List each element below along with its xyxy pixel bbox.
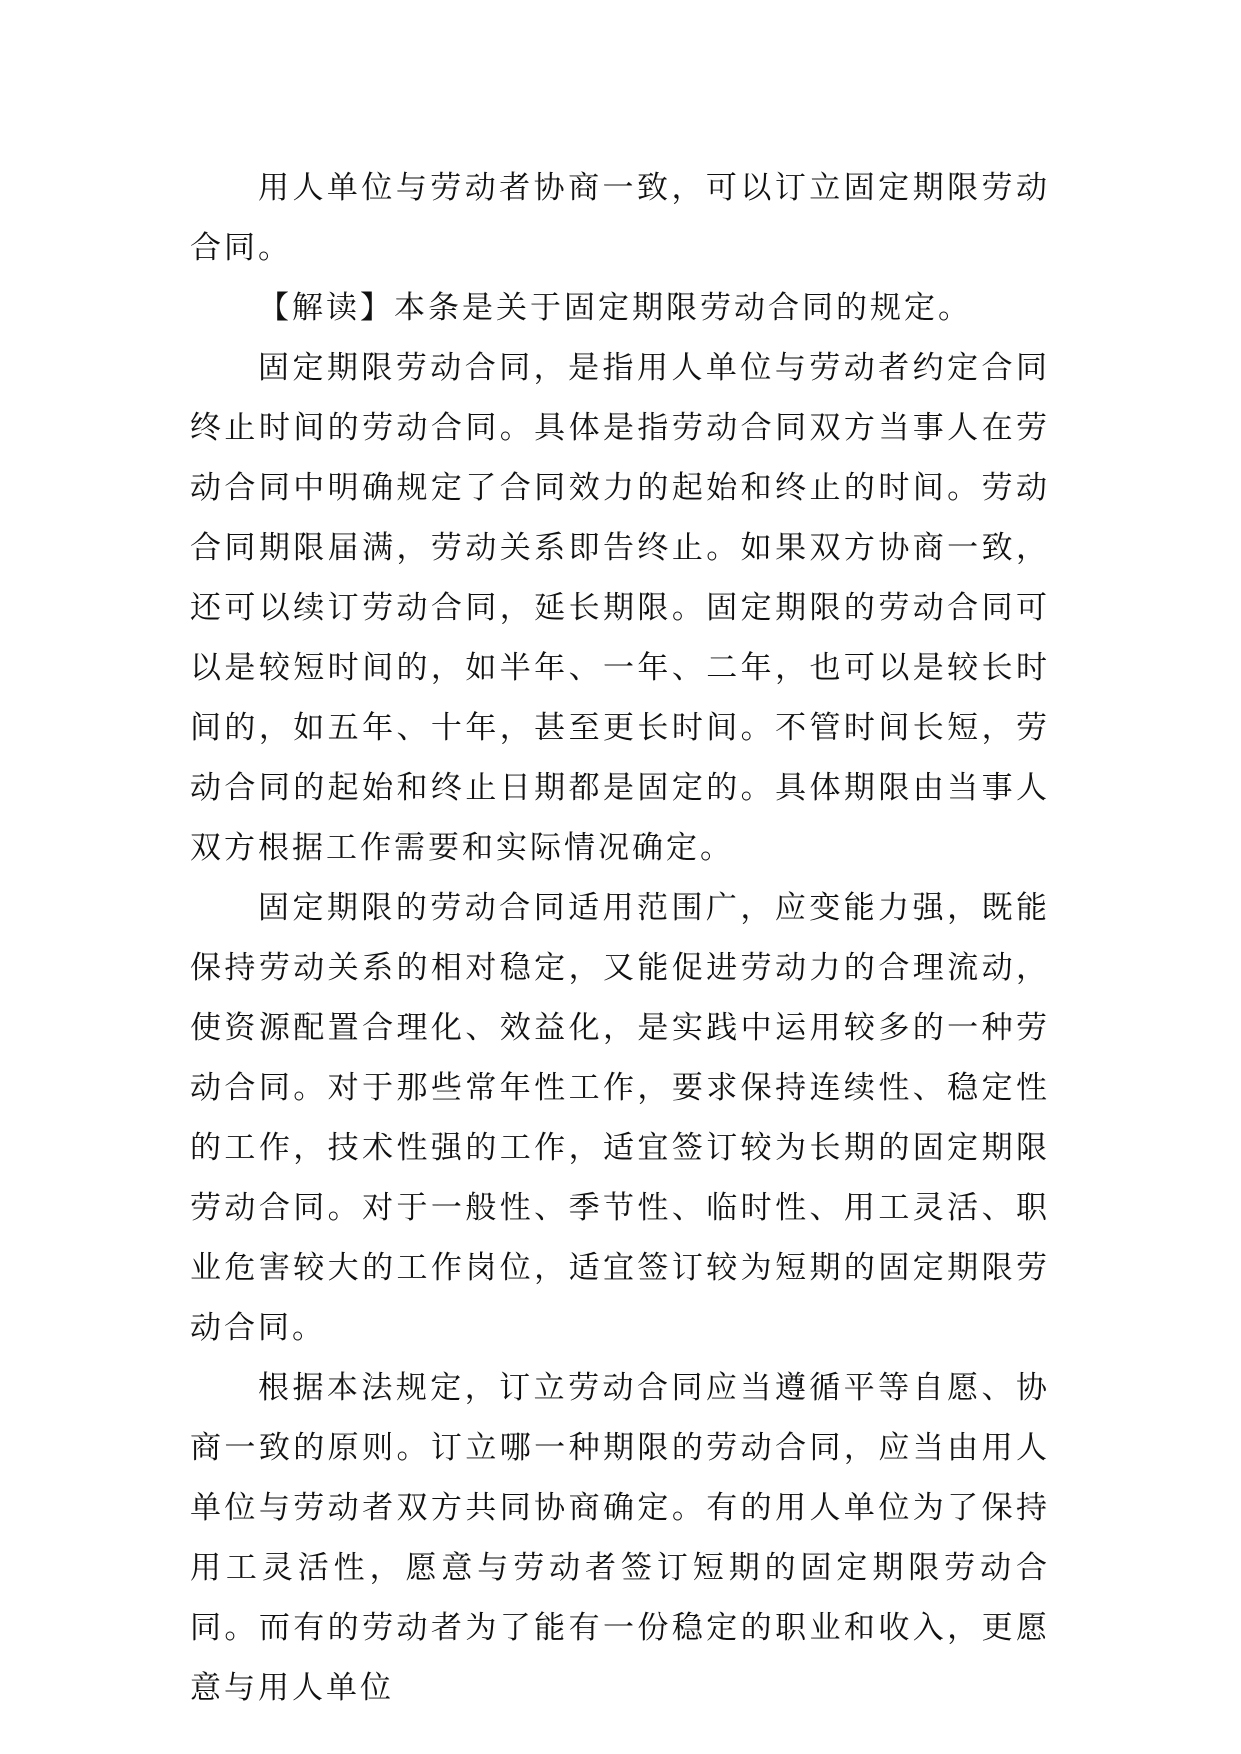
document-body bbox=[190, 158, 1050, 1718]
paragraph-principle: 根据本法规定，订立劳动合同应当遵循平等自愿、协商一致的原则。订立哪一种期限的劳动合同，应当由用人单位与劳动者双方共同协商确定。有的用人单位为了保持用工灵活性，愿意与劳动者签订短期的固定期限劳动合同。而有的劳动者为了能有一份稳定的职业和收入，更愿意与用人单位 bbox=[190, 1370, 1050, 1706]
paragraph-scope: 固定期限的劳动合同适用范围广，应变能力强，既能保持劳动关系的相对稳定，又能促进劳动力的合理流动，使资源配置合理化、效益化，是实践中运用较多的一种劳动合同。对于那些常年性工作，要求保持连续性、稳定性的工作，技术性强的工作，适宜签订较为长期的固定期限劳动合同。对于一般性、季节性、临时性、用工灵活、职业危害较大的工作岗位，适宜签订较为短期的固定期限劳动合同。 bbox=[190, 890, 1050, 1346]
paragraph-article-text: 用人单位与劳动者协商一致，可以订立固定期限劳动合同。 bbox=[190, 170, 1050, 266]
paragraph-definition: 固定期限劳动合同，是指用人单位与劳动者约定合同终止时间的劳动合同。具体是指劳动合同双方当事人在劳动合同中明确规定了合同效力的起始和终止的时间。劳动合同期限届满，劳动关系即告终止。如果双方协商一致，还可以续订劳动合同，延长期限。固定期限的劳动合同可以是较短时间的，如半年、一年、二年，也可以是较长时间的，如五年、十年，甚至更长时间。不管时间长短，劳动合同的起始和终止日期都是固定的。具体期限由当事人双方根据工作需要和实际情况确定。 bbox=[190, 350, 1050, 866]
paragraph-interpretation-heading: 【解读】本条是关于固定期限劳动合同的规定。 bbox=[258, 290, 972, 326]
